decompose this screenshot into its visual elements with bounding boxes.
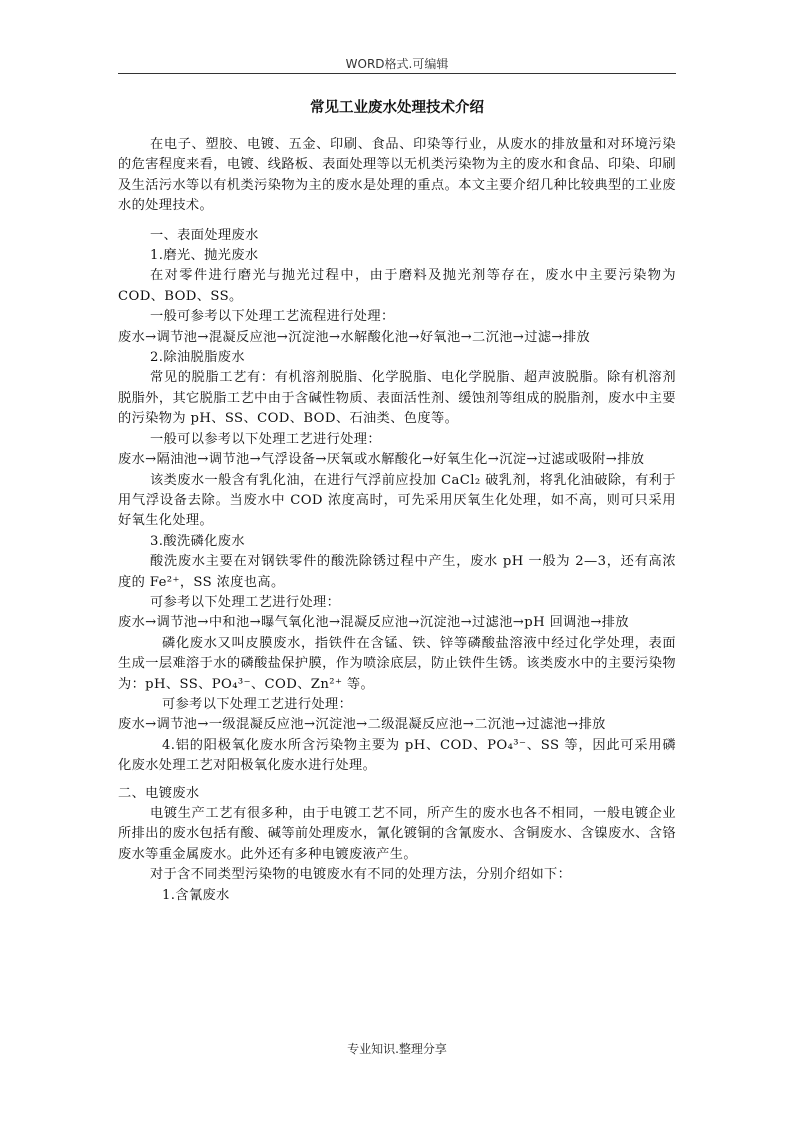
body-paragraph: 该类废水一般含有乳化油，在进行气浮前应投加 CaCl₂ 破乳剂，将乳化油破除，有利于用气浮设备去除。当废水中 COD 浓度高时，可先采用厌氧生化处理，如不高，则可只采用好氧生化处理。 bbox=[118, 472, 676, 529]
body-paragraph: 酸洗废水主要在对钢铁零件的酸洗除锈过程中产生，废水 pH 一般为 2—3，还有高浓度的 Fe²⁺，SS 浓度也高。 bbox=[118, 554, 676, 590]
process-flow: 废水→调节池→中和池→曝气氧化池→混凝反应池→沉淀池→过滤池→pH 回调池→排放 bbox=[118, 615, 629, 631]
section-heading-2: 二、电镀废水 bbox=[118, 785, 200, 801]
body-paragraph: 4.铝的阳极氧化废水所含污染物主要为 pH、COD、PO₄³⁻、SS 等，因此可采用磷化废水处理工艺对阳极氧化废水进行处理。 bbox=[118, 737, 676, 774]
body-paragraph: 电镀生产工艺有很多种，由于电镀工艺不同，所产生的废水也各不相同，一般电镀企业所排出的废水包括有酸、碱等前处理废水，氰化镀铜的含氰废水、含铜废水、含镍废水、含铬废水等重金属废水。此外还有多种电镀废液产生。 bbox=[118, 806, 676, 862]
subsection-heading: 1.磨光、抛光废水 bbox=[150, 248, 259, 264]
page-header: WORD格式.可编辑 bbox=[345, 57, 449, 71]
intro-paragraph: 在电子、塑胶、电镀、五金、印刷、食品、印染等行业，从废水的排放量和对环境污染的危害程度来看，电镀、线路板、表面处理等以无机类污染物为主的废水和食品、印染、印刷及生活污水等以有机类污染物为主的废水是处理的重点。本文主要介绍几种比较典型的工业废水的处理技术。 bbox=[118, 137, 676, 214]
subsection-heading: 1.含氰废水 bbox=[162, 887, 230, 903]
section-heading-1: 一、表面处理废水 bbox=[150, 227, 259, 243]
body-paragraph: 一般可参考以下处理工艺流程进行处理： bbox=[150, 309, 395, 325]
process-flow: 废水→调节池→一级混凝反应池→沉淀池→二级混凝反应池→二沉池→过滤池→排放 bbox=[118, 717, 606, 733]
body-paragraph: 磷化废水又叫皮膜废水，指铁件在含锰、铁、锌等磷酸盐溶液中经过化学处理，表面生成一层难溶于水的磷酸盐保护膜，作为喷涂底层，防止铁件生锈。该类废水中的主要污染物为：pH、SS、PO₄³⁻、COD、Zn²⁺ 等。 bbox=[118, 635, 676, 692]
page-footer: 专业知识.整理分享 bbox=[347, 1042, 447, 1056]
process-flow: 废水→调节池→混凝反应池→沉淀池→水解酸化池→好氧池→二沉池→过滤→排放 bbox=[118, 329, 591, 345]
body-paragraph: 可参考以下处理工艺进行处理： bbox=[150, 594, 341, 610]
process-flow: 废水→隔油池→调节池→气浮设备→厌氧或水解酸化→好氧生化→沉淀→过滤或吸附→排放 bbox=[118, 452, 645, 468]
body-paragraph: 对于含不同类型污染物的电镀废水有不同的处理方法，分别介绍如下： bbox=[150, 867, 572, 883]
subsection-heading: 3.酸洗磷化废水 bbox=[150, 533, 245, 549]
body-paragraph: 可参考以下处理工艺进行处理： bbox=[162, 696, 353, 712]
header-divider bbox=[118, 73, 676, 74]
subsection-heading: 2.除油脱脂废水 bbox=[150, 350, 245, 366]
document-title: 常见工业废水处理技术介绍 bbox=[310, 100, 484, 116]
document-body bbox=[118, 135, 676, 906]
body-paragraph: 一般可以参考以下处理工艺进行处理： bbox=[150, 431, 381, 447]
body-paragraph: 在对零件进行磨光与抛光过程中，由于磨料及抛光剂等存在，废水中主要污染物为 COD、BOD、SS。 bbox=[118, 268, 676, 304]
body-paragraph: 常见的脱脂工艺有：有机溶剂脱脂、化学脱脂、电化学脱脂、超声波脱脂。除有机溶剂脱脂外，其它脱脂工艺中由于含碱性物质、表面活性剂、缓蚀剂等组成的脱脂剂，废水中主要的污染物为 pH、SS、COD、BOD、石油类、色度等。 bbox=[118, 370, 676, 427]
